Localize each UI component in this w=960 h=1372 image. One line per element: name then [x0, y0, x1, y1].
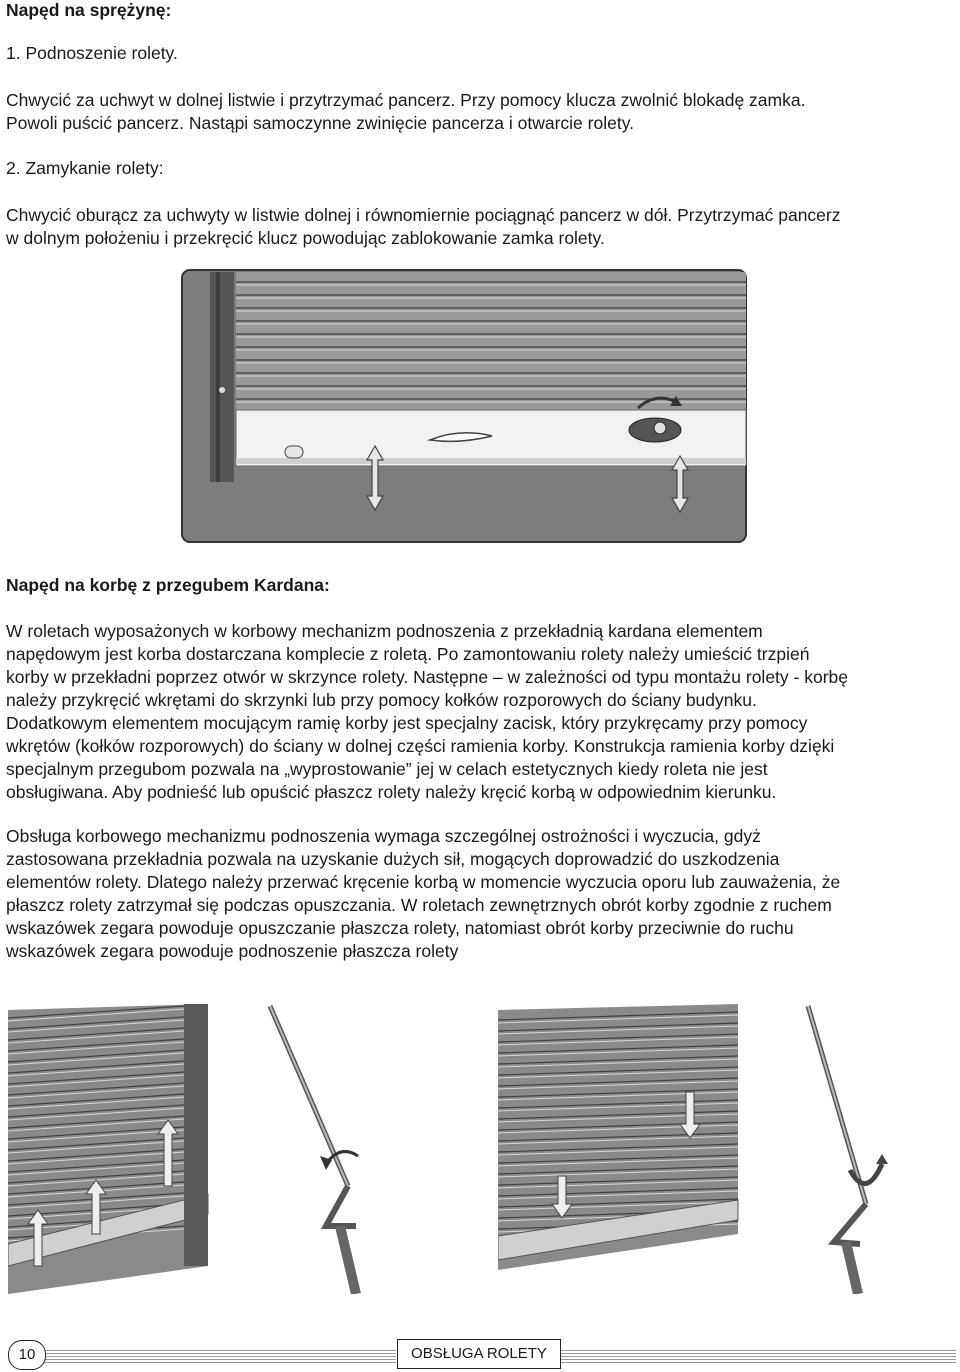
crank-p2-line: wskazówek zegara powoduje opuszczanie płaszcza rolety, natomiast obrót korby przeciwnie do ruchu	[6, 918, 794, 938]
footer-stripes-left	[44, 1350, 396, 1364]
crank-p2-line: Obsługa korbowego mechanizmu podnoszenia wymaga szczególnej ostrożności i wyczucia, gdyż	[6, 826, 761, 846]
section-heading-crank: Napęd na korbę z przegubem Kardana:	[6, 575, 330, 595]
step1-title: 1. Podnoszenie rolety.	[6, 43, 178, 63]
step2-line: Chwycić oburącz za uchwyty w listwie dolnej i równomiernie pociągnąć pancerz w dół. Przytrzymać pancerz	[6, 205, 841, 225]
shutter-lock-illustration	[180, 268, 748, 544]
crank-paragraph-1	[6, 620, 956, 804]
crank-paragraph-2	[6, 825, 956, 963]
step2-line: w dolnym położeniu i przekręcić klucz powodując zablokowanie zamka rolety.	[6, 228, 605, 248]
footer-stripes-right	[561, 1350, 956, 1364]
crank-p2-line: wskazówek zegara powoduje podnoszenie płaszcza rolety	[6, 941, 459, 961]
crank-p1-line: wkrętów (kołków rozporowych) do ściany w dolnej części ramienia korby. Konstrukcja ramienia korby dzięki	[6, 736, 835, 756]
section-heading-spring: Napęd na sprężynę:	[6, 0, 172, 20]
crank-lower-illustration	[498, 1004, 950, 1294]
crank-p1-line: korby w przekładni poprzez otwór w skrzynce rolety. Następne – w zależności od typu montażu rolety - korbę	[6, 667, 848, 687]
crank-p1-line: specjalnym przegubom pozwala na „wyprostowanie” jej w celach estetycznych kiedy roleta nie jest	[6, 759, 768, 779]
crank-raise-illustration	[8, 1004, 448, 1294]
step1-line: Chwycić za uchwyt w dolnej listwie i przytrzymać pancerz. Przy pomocy klucza zwolnić blokadę zamka.	[6, 90, 806, 110]
step2-title: 2. Zamykanie rolety:	[6, 158, 164, 178]
crank-p2-line: płaszcz rolety zatrzymał się podczas opuszczania. W roletach zewnętrznych obrót korby zgodnie z ruchem	[6, 895, 832, 915]
crank-p1-line: W roletach wyposażonych w korbowy mechanizm podnoszenia z przekładnią kardana elementem	[6, 621, 763, 641]
footer-title: OBSŁUGA ROLETY	[397, 1339, 561, 1369]
crank-p1-line: obsługiwana. Aby podnieść lub opuścić płaszcz rolety należy kręcić korbą w odpowiednim kierunku.	[6, 782, 777, 802]
step1-text	[6, 89, 956, 135]
page-number: 10	[8, 1340, 46, 1370]
crank-p1-line: należy przykręcić wkrętami do skrzynki lub przy pomocy kołków rozporowych do ściany budynku.	[6, 690, 757, 710]
step2-text	[6, 204, 956, 250]
step1-line: Powoli puścić pancerz. Nastąpi samoczynne zwinięcie pancerza i otwarcie rolety.	[6, 113, 635, 133]
crank-p1-line: Dodatkowym elementem mocującym ramię korby jest specjalny zacisk, który przykręcamy przy pomocy	[6, 713, 808, 733]
crank-p2-line: zastosowana przekładnia pozwala na uzyskanie dużych sił, mogących doprowadzić do uszkodzenia	[6, 849, 780, 869]
crank-p1-line: napędowym jest korba dostarczana komplecie z roletą. Po zamontowaniu rolety należy umieścić trzpień	[6, 644, 810, 664]
crank-p2-line: elementów rolety. Dlatego należy przerwać kręcenie korbą w momencie wyczucia oporu lub zauważenia, że	[6, 872, 841, 892]
